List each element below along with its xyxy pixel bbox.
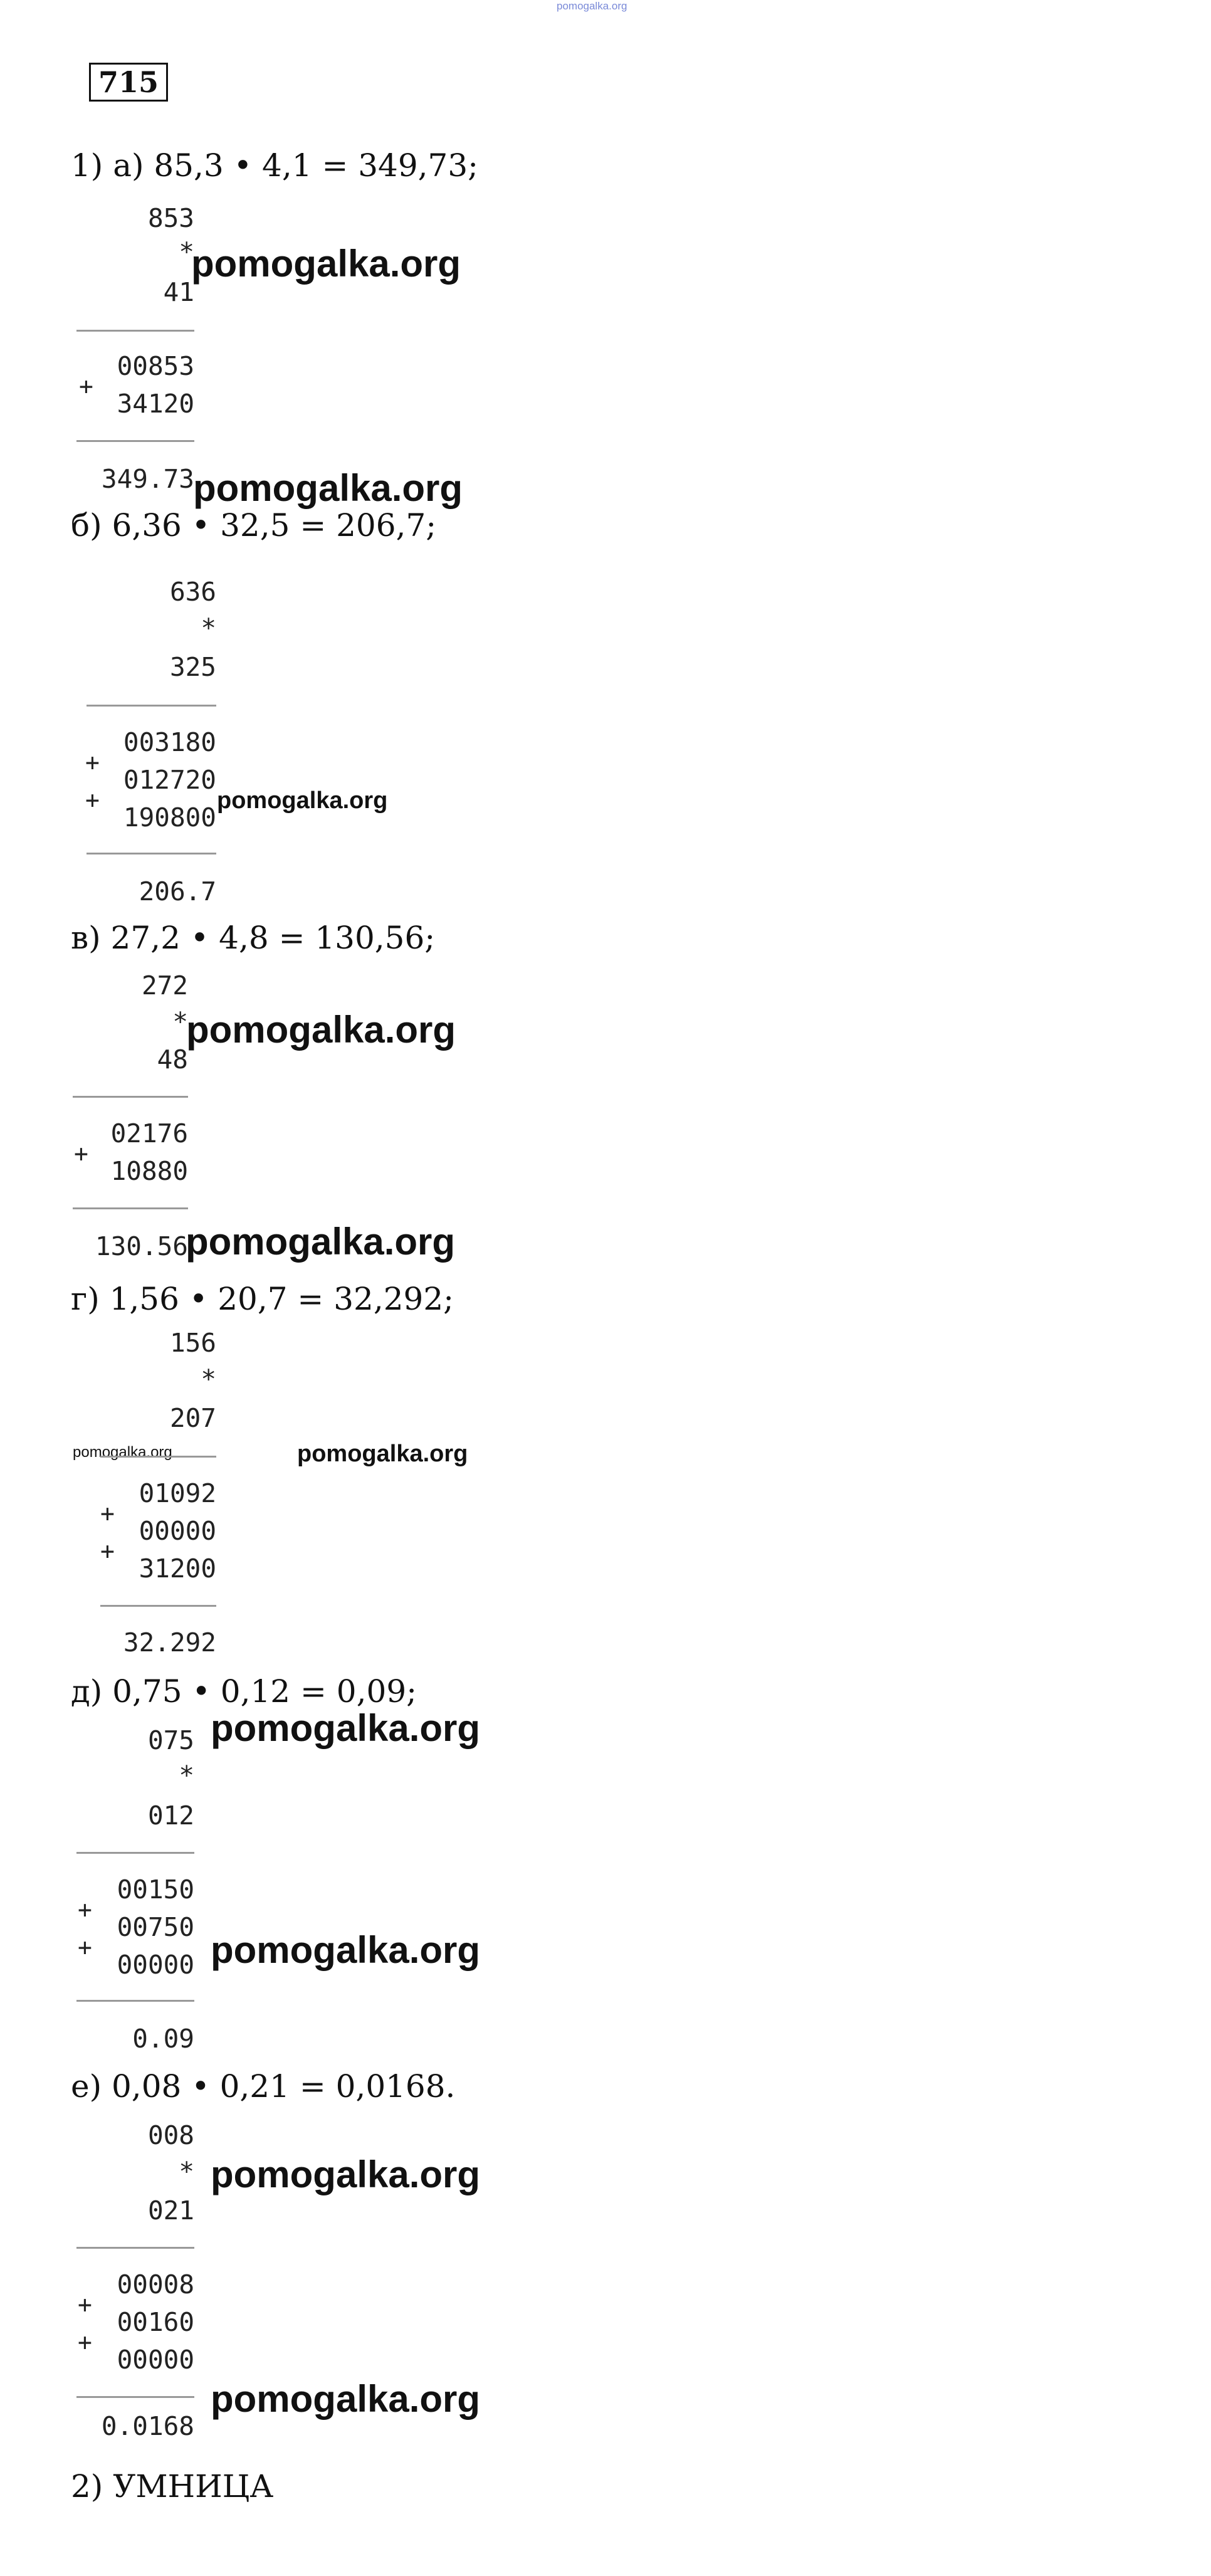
multiplier-b: 325 (169, 652, 216, 682)
partial-product-d-2: 00750 (117, 1912, 194, 1942)
heading-d: д) 0,75 • 0,12 = 0,09; (71, 1673, 417, 1710)
divider (76, 2247, 194, 2249)
task-number: 715 (89, 63, 168, 102)
watermark: pomogalka.org (186, 1009, 456, 1051)
partial-product-e-3: 00000 (117, 2345, 194, 2375)
heading-e: е) 0,08 • 0,21 = 0,0168. (71, 2068, 456, 2105)
plus-sign: + (100, 1500, 115, 1527)
partial-product-b-1: 003180 (123, 727, 216, 757)
plus-sign: + (85, 749, 100, 776)
multiplicand-e: 008 (147, 2120, 194, 2150)
multiplier-v: 48 (157, 1044, 188, 1075)
multiplier-g: 207 (169, 1403, 216, 1433)
operator-b: * (201, 613, 216, 643)
partial-product-a-1: 00853 (117, 351, 194, 381)
partial-product-g-3: 31200 (139, 1553, 216, 1584)
operator-a: * (179, 237, 194, 267)
operator-v: * (172, 1007, 188, 1037)
multiplicand-a: 853 (147, 203, 194, 233)
partial-product-d-1: 00150 (117, 1874, 194, 1905)
multiplicand-b: 636 (169, 577, 216, 607)
divider (100, 1605, 216, 1607)
heading-g: г) 1,56 • 20,7 = 32,292; (71, 1281, 454, 1317)
divider (76, 440, 194, 442)
plus-sign: + (74, 1140, 88, 1167)
plus-sign: + (78, 1896, 92, 1923)
partial-product-e-2: 00160 (117, 2307, 194, 2337)
divider (76, 2000, 194, 2002)
multiplicand-v: 272 (141, 970, 188, 1001)
multiplicand-g: 156 (169, 1328, 216, 1358)
divider (76, 1852, 194, 1854)
top-watermark: pomogalka.org (557, 0, 627, 12)
divider (86, 853, 216, 854)
partial-product-d-3: 00000 (117, 1950, 194, 1980)
divider (76, 330, 194, 332)
watermark: pomogalka.org (211, 2378, 481, 2420)
partial-product-v-1: 02176 (110, 1118, 188, 1149)
watermark: pomogalka.org (211, 2153, 481, 2195)
partial-product-v-2: 10880 (110, 1156, 188, 1186)
watermark: pomogalka.org (186, 1221, 456, 1263)
watermark: pomogalka.org (211, 1929, 481, 1971)
watermark: pomogalka.org (211, 1707, 481, 1749)
result-d: 0.09 (132, 2024, 194, 2054)
operator-g: * (201, 1364, 216, 1394)
multiplicand-d: 075 (147, 1725, 194, 1755)
partial-product-g-2: 00000 (139, 1516, 216, 1546)
divider (73, 1207, 188, 1209)
result-e: 0.0168 (101, 2411, 194, 2441)
answer-part-2: 2) УМНИЦА (71, 2468, 274, 2505)
plus-sign: + (85, 786, 100, 814)
partial-product-b-3: 190800 (123, 802, 216, 833)
watermark: pomogalka.org (73, 1444, 172, 1461)
plus-sign: + (78, 1933, 92, 1961)
partial-product-b-2: 012720 (123, 765, 216, 795)
plus-sign: + (79, 372, 93, 400)
divider (73, 1096, 188, 1098)
heading-b: б) 6,36 • 32,5 = 206,7; (71, 507, 437, 544)
partial-product-g-1: 01092 (139, 1478, 216, 1508)
result-b: 206.7 (139, 876, 216, 907)
heading-a: 1) а) 85,3 • 4,1 = 349,73; (71, 147, 479, 184)
multiplier-d: 012 (147, 1801, 194, 1831)
plus-sign: + (100, 1537, 115, 1565)
divider (100, 1456, 216, 1458)
result-a: 349.73 (101, 464, 194, 494)
watermark: pomogalka.org (297, 1441, 468, 1467)
result-g: 32.292 (123, 1627, 216, 1658)
plus-sign: + (78, 2328, 92, 2356)
operator-d: * (179, 1760, 194, 1790)
divider (86, 705, 216, 707)
partial-product-a-2: 34120 (117, 389, 194, 419)
multiplier-a: 41 (163, 277, 194, 307)
partial-product-e-1: 00008 (117, 2269, 194, 2300)
heading-v: в) 27,2 • 4,8 = 130,56; (71, 920, 436, 956)
watermark: pomogalka.org (193, 467, 463, 509)
watermark: pomogalka.org (217, 787, 388, 814)
multiplier-e: 021 (147, 2195, 194, 2226)
operator-e: * (179, 2157, 194, 2187)
result-v: 130.56 (95, 1231, 188, 1261)
watermark: pomogalka.org (191, 243, 461, 285)
divider (76, 2396, 194, 2398)
plus-sign: + (78, 2291, 92, 2318)
